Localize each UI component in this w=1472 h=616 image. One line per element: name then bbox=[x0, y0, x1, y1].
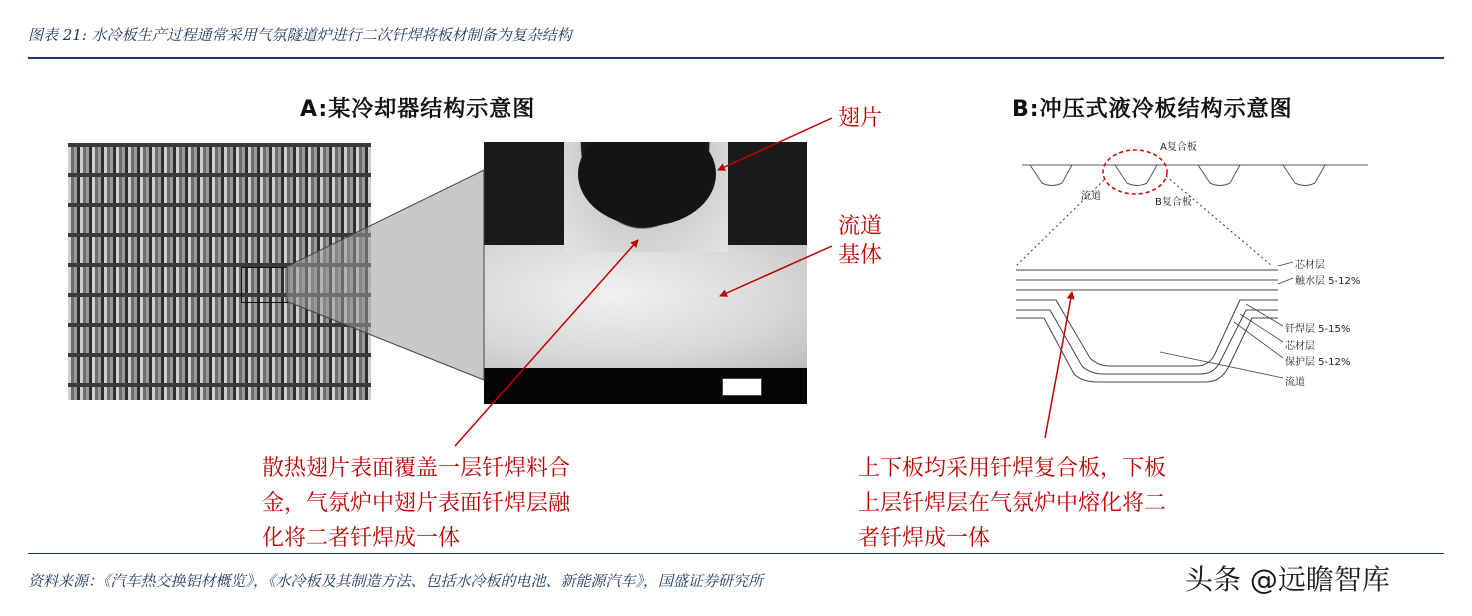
arrow-base bbox=[720, 246, 832, 296]
watermark: 头条 @远瞻智库 bbox=[1185, 563, 1390, 596]
label-core-layer-2: 芯材层 bbox=[1285, 341, 1315, 352]
zoom-guides bbox=[1016, 176, 1272, 266]
panel-b-description-line: 者钎焊成一体 bbox=[858, 526, 991, 551]
highlight-ellipse bbox=[1103, 150, 1167, 194]
source-note: 资料来源：《汽车热交换铝材概览》，《水冷板及其制造方法、包括水冷板的电池、新能源汽车》，国盛证券研究所 bbox=[28, 572, 764, 590]
bottom-divider bbox=[28, 553, 1444, 554]
plate-cross-section bbox=[1016, 270, 1278, 382]
arrow-plate-braze bbox=[1045, 292, 1072, 438]
label-water-layer: 触水层 5-12% bbox=[1295, 276, 1361, 287]
arrow-fin bbox=[718, 118, 832, 170]
panel-a-description-line: 化将二者钎焊成一体 bbox=[262, 526, 461, 551]
label-a-clad: A复合板 bbox=[1160, 142, 1197, 153]
panel-a-description-line: 散热翅片表面覆盖一层钎焊料合 bbox=[262, 456, 571, 481]
panel-b-title: B:冲压式液冷板结构示意图 bbox=[1012, 97, 1293, 122]
label-base: 基体 bbox=[838, 243, 883, 268]
layer-leader-lines bbox=[1160, 262, 1293, 378]
label-fin: 翅片 bbox=[838, 106, 883, 131]
panel-b-description-line: 上层钎焊层在气氛炉中熔化将二 bbox=[858, 491, 1167, 516]
panel-a-title: A:某冷却器结构示意图 bbox=[300, 97, 536, 122]
label-channel: 流道 bbox=[838, 214, 883, 239]
label-channel-top: 流道 bbox=[1081, 191, 1101, 202]
label-core-layer-1: 芯材层 bbox=[1295, 260, 1325, 271]
label-b-clad: B复合板 bbox=[1155, 197, 1192, 208]
label-braze-layer: 钎焊层 5-15% bbox=[1285, 324, 1351, 335]
zoom-wedge bbox=[286, 170, 484, 380]
plate-profile-top bbox=[1022, 165, 1368, 186]
figure-caption: 图表 21: 水冷板生产过程通常采用气氛隧道炉进行二次钎焊将板材制备为复杂结构 bbox=[28, 26, 572, 44]
label-protect-layer: 保护层 5-12% bbox=[1285, 357, 1351, 368]
panel-a-description-line: 金，气氛炉中翅片表面钎焊层融 bbox=[262, 491, 571, 516]
label-channel-bottom: 流道 bbox=[1285, 377, 1305, 388]
panel-b-description-line: 上下板均采用钎焊复合板，下板 bbox=[858, 456, 1167, 481]
